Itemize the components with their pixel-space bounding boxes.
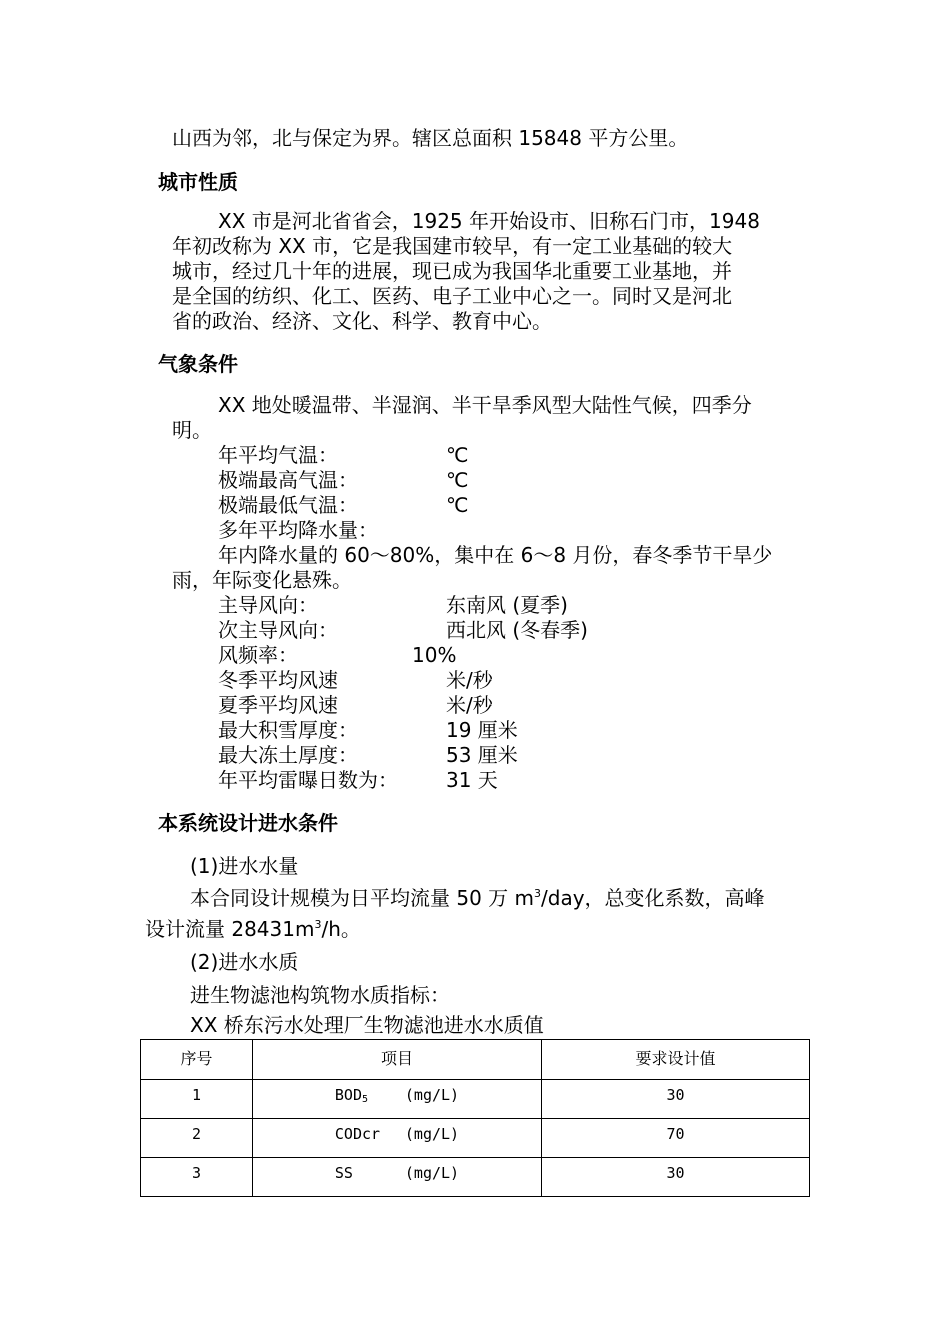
table-caption: XX 桥东污水处理厂生物滤池进水水质值 <box>190 1013 544 1037</box>
flow-line: 设计流量 $28431m^3/h$。 <box>145 917 361 941</box>
table-row <box>141 1119 810 1158</box>
climate-label: 年平均雷曝日数为： <box>218 768 398 792</box>
inflow-subtitle: (1)进水水量 <box>190 854 299 878</box>
table-cell-no: 1 <box>141 1080 253 1119</box>
rain-line: 年内降水量的 60～80%，集中在 6～8 月份，春冬季节干旱少 <box>218 543 773 567</box>
city-line: 是全国的纺织、化工、医药、电子工业中心之一。同时又是河北 <box>172 284 732 308</box>
table-cell-value: 70 <box>542 1119 810 1158</box>
climate-label: 年平均气温： <box>218 443 338 467</box>
city-line: 年初改称为 XX 市，它是我国建市较早，有一定工业基础的较大 <box>172 234 733 258</box>
climate-label: 最大积雪厚度： <box>218 718 358 742</box>
table-header-row <box>141 1040 810 1080</box>
table-cell-value: 30 <box>542 1080 810 1119</box>
intro-line: 山西为邻，北与保定为界。辖区总面积 15848 平方公里。 <box>172 126 689 150</box>
climate-label: 夏季平均风速 <box>218 693 338 717</box>
climate-value: ℃ <box>446 468 469 492</box>
city-line: XX 市是河北省省会，1925 年开始设市、旧称石门市，1948 <box>218 209 760 233</box>
climate-value: 东南风 (夏季) <box>446 593 568 617</box>
table-cell-item: $BOD_5$ (mg/L) <box>253 1080 542 1119</box>
table-cell-no: 3 <box>141 1158 253 1197</box>
climate-label: 多年平均降水量： <box>218 518 378 542</box>
section-title-city: 城市性质 <box>158 170 238 194</box>
climate-value: 53 厘米 <box>446 743 518 767</box>
climate-value: ℃ <box>446 443 469 467</box>
city-line: 省的政治、经济、文化、科学、教育中心。 <box>172 309 552 333</box>
table-cell-value: 30 <box>542 1158 810 1197</box>
table-header: 序号 <box>141 1040 253 1080</box>
table-cell-item: SS (mg/L) <box>253 1158 542 1197</box>
climate-value: 米/秒 <box>446 693 493 717</box>
climate-label: 次主导风向： <box>218 618 338 642</box>
climate-line: XX 地处暖温带、半湿润、半干旱季风型大陆性气候，四季分 <box>218 393 752 417</box>
city-line: 城市，经过几十年的进展，现已成为我国华北重要工业基地，并 <box>172 259 732 283</box>
quality-intro: 进生物滤池构筑物水质指标： <box>190 983 450 1007</box>
table-row <box>141 1080 810 1119</box>
climate-label: 极端最低气温： <box>218 493 358 517</box>
climate-line: 明。 <box>172 418 212 442</box>
inflow-subtitle: (2)进水水质 <box>190 950 299 974</box>
climate-value: 西北风 (冬春季) <box>446 618 588 642</box>
climate-value: 10% <box>412 643 457 667</box>
table-row <box>141 1158 810 1197</box>
rain-line: 雨，年际变化悬殊。 <box>172 568 352 592</box>
water-quality-table <box>140 1039 810 1197</box>
climate-value: 19 厘米 <box>446 718 518 742</box>
climate-label: 冬季平均风速 <box>218 668 338 692</box>
table-cell-no: 2 <box>141 1119 253 1158</box>
climate-label: 极端最高气温： <box>218 468 358 492</box>
climate-label: 风频率： <box>218 643 298 667</box>
climate-value: 31 天 <box>446 768 498 792</box>
section-title-climate: 气象条件 <box>158 352 238 376</box>
climate-label: 最大冻土厚度： <box>218 743 358 767</box>
climate-label: 主导风向： <box>218 593 318 617</box>
table-header: 要求设计值 <box>542 1040 810 1080</box>
climate-value: 米/秒 <box>446 668 493 692</box>
flow-line: 本合同设计规模为日平均流量 50 万 $m^3$/day，总变化系数，高峰 <box>190 886 765 910</box>
climate-value: ℃ <box>446 493 469 517</box>
section-title-inflow: 本系统设计进水条件 <box>158 811 338 835</box>
table-cell-item: CODcr (mg/L) <box>253 1119 542 1158</box>
table-header: 项目 <box>253 1040 542 1080</box>
